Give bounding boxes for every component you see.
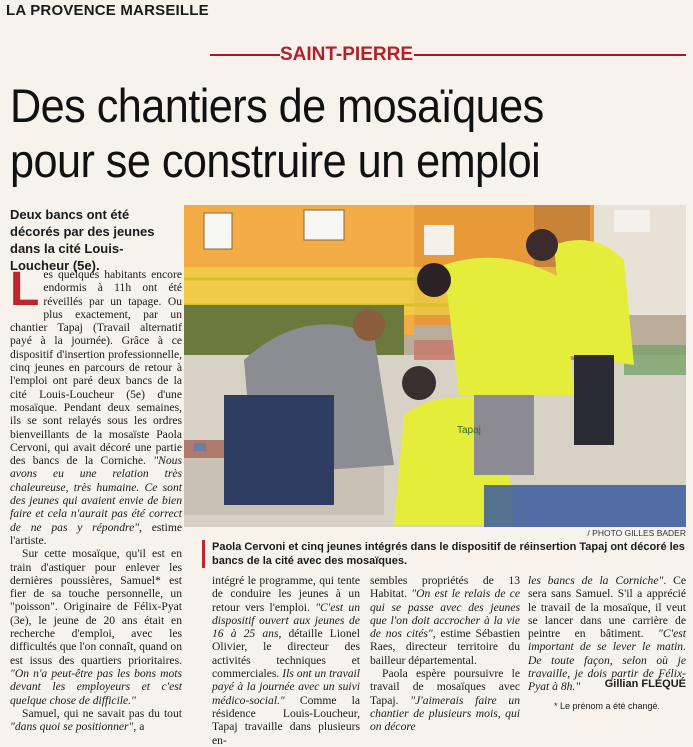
footnote: * Le prénom a été changé. (553, 701, 661, 711)
rubric-bar (0, 44, 693, 66)
col3-text-b: , estime Sébastien Raes, directeur territoire du bailleur départemental. (370, 627, 520, 667)
dropcap: L (10, 263, 40, 316)
quote-positionner: "dans quoi se positionner" (10, 720, 134, 734)
paragraph-2: Sur cette mosaïque, qu'il est en train d'astiquer pour enlever les dernières poussières, Samuel* est fier de sa touche personnelle, un "poisson". Originaire de Félix-Pyat (3e), le jeune de 20 ans était en recherche d'emploi, avec les difficultés que l'on connaît, quand on est issus des quartiers prioritaires. (10, 547, 182, 667)
col3-quote-a: "On est le relais de ce qui se passe avec des jeunes que l'on doit accrocher à la vie de nos cités" (370, 587, 521, 641)
quote-artist: "Nous avons eu une relation très chaleureuse, très humaine. Ce sont des jeunes qui avaient envie de bien faire et cela n'aurait pas été correct de ne pas y répondre" (10, 454, 182, 534)
col3-quote-b: "J'aimerais faire un chantier de plusieurs mois, qui on décore (370, 693, 520, 734)
masthead: LA PROVENCE MARSEILLE (6, 2, 209, 19)
col3-text-a: sembles propriétés de 13 Habitat. (370, 574, 520, 601)
column-4 (528, 574, 686, 694)
headline-line-2: pour se construire un emploi (10, 134, 541, 187)
col4-text-a: . Ce sera sans Samuel. S'il a apprécié le travail de la mosaïque, il veut se lancer dans une carrière de peintre en bâtiment. (528, 574, 686, 641)
column-1 (10, 263, 183, 734)
paragraph-1-end: , estime l'artiste. (10, 520, 183, 547)
headline-line-1: Des chantiers de mosaïques (10, 79, 544, 132)
vest-lettering: Tapaj (457, 425, 481, 436)
photo-caption: Paola Cervoni et cinq jeunes intégrés dans le dispositif de réinsertion Tapaj ont décoré les bancs de la cité avec des mosaïques. (212, 541, 685, 567)
paragraph-3-start: Samuel, qui ne savait pas du tout (22, 706, 182, 720)
col2-text-b: , détaille Lionel Olivier, le directeur des activités techniques et commerciales. (212, 627, 360, 681)
rubric-label: SAINT-PIERRE (279, 44, 414, 65)
col2-quote-b: Ils ont un travail payé à la journée avec un suivi médico-social." (212, 667, 360, 707)
col2-text-a: intégré le programme, qui tente de conduire les jeunes à un retour vers l'emploi. (212, 574, 360, 614)
article-photo (184, 205, 686, 527)
photo-illustration (184, 205, 686, 527)
quote-samuel: "On n'a peut-être pas les bons mots devant les employeurs et c'est quelque chose de difficile." (10, 666, 182, 707)
column-2 (212, 574, 360, 747)
caption-accent-bar (202, 540, 205, 568)
photo-credit: / PHOTO GILLES BADER (587, 528, 686, 538)
rubric-rule-right (414, 54, 686, 56)
col2-quote-a: "C'est un dispositif ouvert aux jeunes de 16 à 25 ans (212, 600, 360, 641)
col4-quote-a: les bancs de la Corniche" (528, 574, 664, 587)
lead-paragraph: Deux bancs ont été décorés par des jeunes dans la cité Louis-Loucheur (5e). (10, 207, 155, 273)
paragraph-1: es quelques habitants encore endormis à 11h ont été réveillés par un tapage. Ou plus exactement, par un chantier Tapaj (Travail alternatif payé à la journée). Grâce à ce dispositif d'insertion professionnelle, cinq jeunes en parcours de retour à l'emploi ont paré deux bancs de la cité Louis-Loucheur (5e) d'une mosaïque. Pendant deux semaines, ils se sont relayés sous les ordres bienveillants de la mosaïste Paola Cervoni, qui avait décoré une partie des bancs de la Corniche. (10, 268, 182, 468)
paragraph-3-tail: , a (133, 720, 145, 734)
col2-text-c: Comme la résidence Louis-Loucheur, Tapaj travaille dans plusieurs en- (212, 693, 360, 747)
column-3 (370, 574, 520, 734)
author-signature: Gillian FLÉQUÉ (604, 678, 686, 690)
col4-quote-b: "C'est important de se lever le matin. De toute façon, selon où je travaille, je dois partir de Félix-Pyat à 8h." (528, 627, 686, 694)
col3-text-c: Paola espère poursuivre le travail de mosaïques avec Tapaj. (370, 667, 520, 707)
headline (10, 78, 636, 188)
